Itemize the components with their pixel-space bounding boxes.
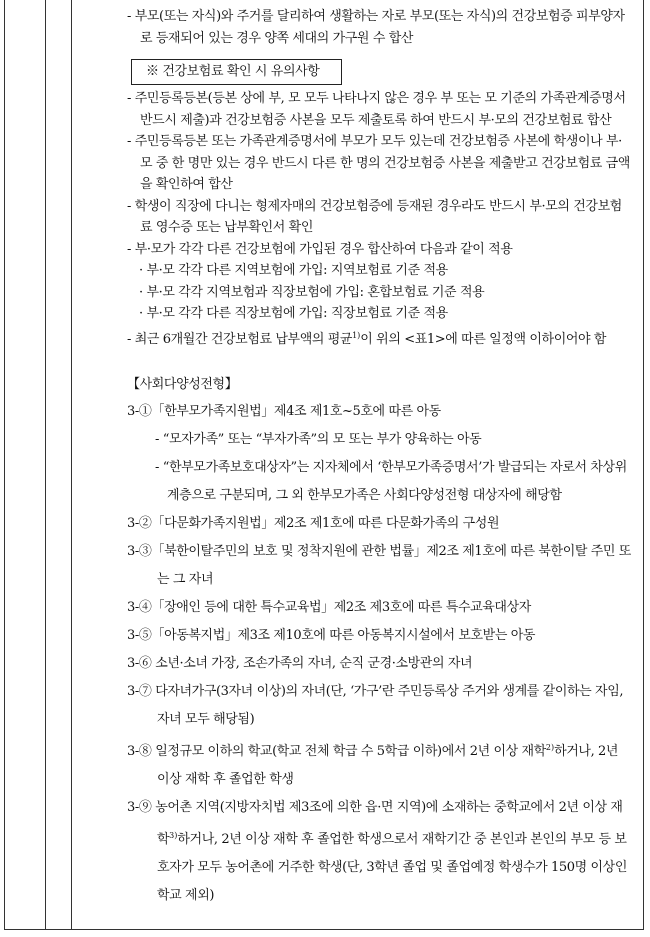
insurance-case: · 부·모 각각 다른 지역보험에 가입: 지역보험료 기준 적용 [139,263,448,278]
item-3-9-text: 3-⑨ 농어촌 지역(지방자치법 제3조에 의한 읍·면 지역)에 소재하는 중학교에서 2년 이상 재학 [127,800,623,847]
caution-item: - 주민등록등본 또는 가족관계증명서에 부모가 모두 있는데 건강보험증 사본에 학생이나 부·모 중 한 명만 있는 경우 반드시 다른 한 명의 건강보험증 사본을 제출받고 건강보험료 금액을 확인하여 합산 [127,134,630,192]
criteria-subitem: - “한부모가족보호대상자”는 지자체에서 ‘한부모가족증명서’가 발급되는 자로서 차상위계층으로 구분되며, 그 외 한부모가족은 사회다양성전형 대상자에 해당함 [155,460,627,503]
caution-item: - 학생이 직장에 다니는 형제자매의 건강보험증에 등재된 경우라도 반드시 부·모의 건강보험료 영수증 또는 납부확인서 확인 [127,198,622,235]
insurance-case: · 부·모 각각 다른 직장보험에 가입: 직장보험료 기준 적용 [139,306,448,321]
household-note: - 부모(또는 자식)와 주거를 달리하여 생활하는 자로 부모(또는 자식)의 건강보험증 피부양자로 등재되어 있는 경우 양쪽 세대의 가구원 수 합산 [127,9,625,46]
criteria-item: 3-②「다문화가족지원법」제2조 제1호에 따른 다문화가족의 구성원 [127,516,500,531]
table-column-divider [71,0,72,929]
caution-item: - 주민등록등본(등본 상에 부, 모 모두 나타나지 않은 경우 부 또는 모 기준의 가족관계증명서 반드시 제출)과 건강보험증 사본을 모두 제출토록 하여 반드시 부·모의 건강보험료 합산 [127,91,626,128]
criteria-item [127,794,632,910]
criteria-item: 3-③「북한이탈주민의 보호 및 정착지원에 관한 법률」제2조 제1호에 따른 북한이탈 주민 또는 그 자녀 [127,544,631,587]
footnote-marker: 2) [545,743,555,752]
table-column-divider [45,0,46,929]
insurance-case: · 부·모 각각 지역보험과 직장보험에 가입: 혼합보험료 기준 적용 [139,284,485,300]
criteria-item [127,734,632,794]
recent-note-text-rest: 이 위의 <표1>에 따른 일정액 이하이어야 함 [360,331,607,347]
recent-payment-note [127,325,632,351]
section-title: 【사회다양성전형】 [127,377,238,392]
criteria-item: 3-④「장애인 등에 대한 특수교육법」제2조 제3호에 따른 특수교육대상자 [127,600,531,615]
item-3-9-text-rest: 하거나, 2년 이상 재학 후 졸업한 학생으로서 재학기간 중 본인과 본인의 부모 등 보호자가 모두 농어촌에 거주한 학생(단, 3학년 졸업 및 졸업예정 학생수가 150명 이상인 학교 제외) [157,832,628,903]
criteria-item: 3-⑤「아동복지법」제3조 제10호에 따른 아동복지시설에서 보호받는 아동 [127,628,536,643]
criteria-item: 3-⑦ 다자녀가구(3자녀 이상)의 자녀(단, ‘가구’란 주민등록상 주거와 생계를 같이하는 자임, 자녀 모두 해당됨) [127,684,624,727]
criteria-subitem: - “모자가족” 또는 “부자가족”의 모 또는 부가 양육하는 아동 [155,432,482,447]
item-3-8-text: 3-⑧ 일정규모 이하의 학교(학교 전체 학급 수 5학급 이하)에서 2년 이상 재학 [127,744,546,759]
criteria-item: 3-①「한부모가족지원법」제4조 제1호~5호에 따른 아동 [127,404,441,419]
item-3-8-text-rest: 하거나, 2년 이상 재학 후 졸업한 학생 [157,744,619,787]
caution-item: - 부·모가 각각 다른 건강보험에 가입된 경우 합산하여 다음과 같이 적용 [127,241,513,257]
recent-note-text: - 최근 6개월간 건강보험료 납부액의 평균 [127,331,353,347]
content-cell [127,6,632,910]
caution-box-title: ※ 건강보험료 확인 시 유의사항 [131,59,342,85]
footnote-marker: 3) [169,831,178,840]
footnote-marker: 1) [352,330,361,340]
criteria-item: 3-⑥ 소년·소녀 가장, 조손가족의 자녀, 순직 군경·소방관의 자녀 [127,656,473,671]
